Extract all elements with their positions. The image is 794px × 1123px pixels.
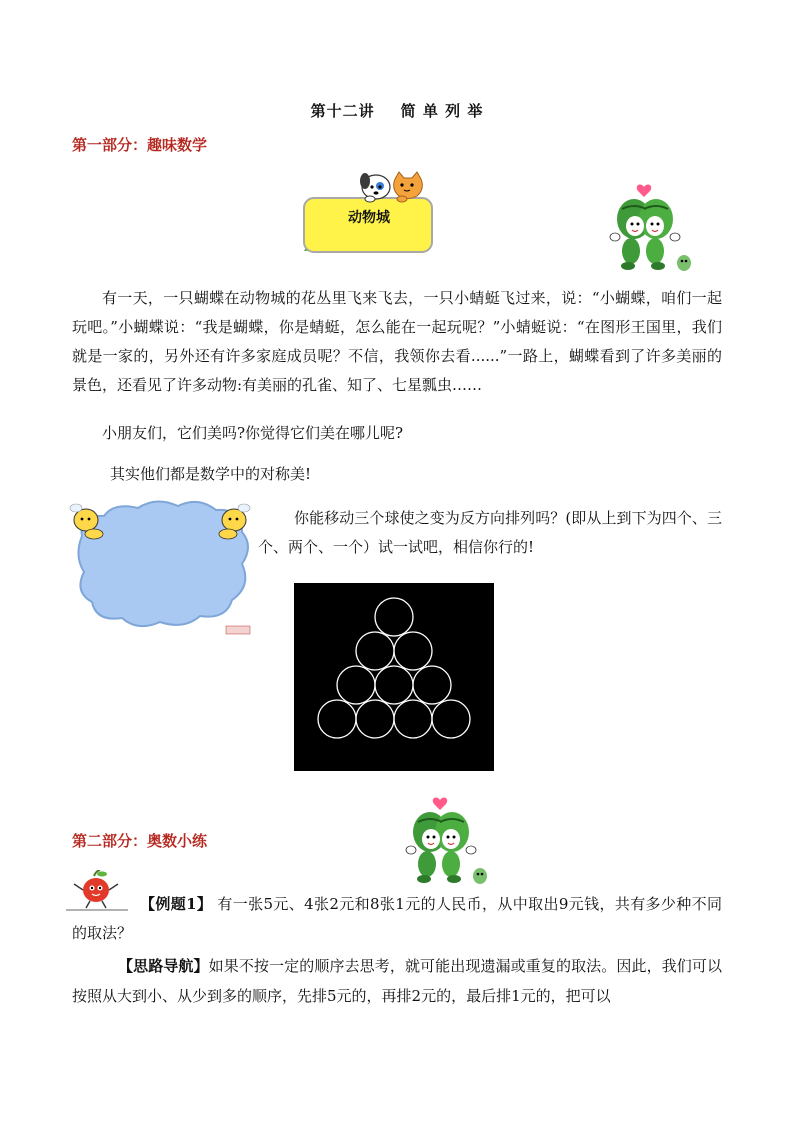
ball (394, 700, 432, 738)
ball (337, 666, 375, 704)
sign-label: 动物城 (348, 210, 390, 226)
puzzle-text: 你能移动三个球使之变为反方向排列吗？(即从上到下为四个、三个、两个、一个）试一试吧，相信你行的! (258, 509, 722, 556)
animal-city-sign (298, 171, 440, 259)
lecture-topic: 简 单 列 举 (400, 102, 484, 120)
part2-heading: 第二部分：奥数小练 (72, 832, 208, 850)
watermelon-couple-image (608, 179, 694, 273)
guide-paragraph (72, 951, 722, 1011)
ball (356, 632, 394, 670)
ball (375, 598, 413, 636)
ball (413, 666, 451, 704)
example-1 (72, 890, 722, 948)
example-text: 有一张5元、4张2元和8张1元的人民币，从中取出9元钱，共有多少种不同的取法？ (72, 895, 723, 942)
page-title (0, 100, 794, 121)
bee-cloud-image (68, 496, 256, 638)
ball (356, 700, 394, 738)
ball (432, 700, 470, 738)
ball-triangle-figure (294, 583, 494, 771)
story-paragraph: 有一天，一只蝴蝶在动物城的花丛里飞来飞去，一只小蜻蜓飞过来，说：“小蝴蝶，咱们一起玩吧。”小蝴蝶说：“我是蝴蝶，你是蜻蜓，怎么能在一起玩呢？”小蜻蜓说：“在图形王国里，我们就是一家的，另外还有许多家庭成员呢？不信，我领你去看......”一路上，蝴蝶看到了许多美丽的景色，还看见了许多动物:有美丽的孔雀、知了、七星瓢虫…… (72, 289, 722, 394)
example-label: 【例题1】 (140, 895, 213, 913)
ball (394, 632, 432, 670)
ball (318, 700, 356, 738)
ball (375, 666, 413, 704)
part1-heading: 第一部分：趣味数学 (72, 136, 208, 154)
answer-text: 其实他们都是数学中的对称美! (110, 465, 312, 483)
question-text: 小朋友们，它们美吗?你觉得它们美在哪儿呢? (102, 424, 404, 442)
watermelon-couple-image-2 (404, 792, 490, 886)
guide-label: 【思路导航】 (118, 957, 209, 975)
lecture-number: 第十二讲 (310, 102, 375, 120)
guide-text: 如果不按一定的顺序去思考，就可能出现遗漏或重复的取法。因此，我们可以按照从大到小、从少到多的顺序，先排5元的，再排2元的，最后排1元的，把可以 (72, 957, 722, 1005)
